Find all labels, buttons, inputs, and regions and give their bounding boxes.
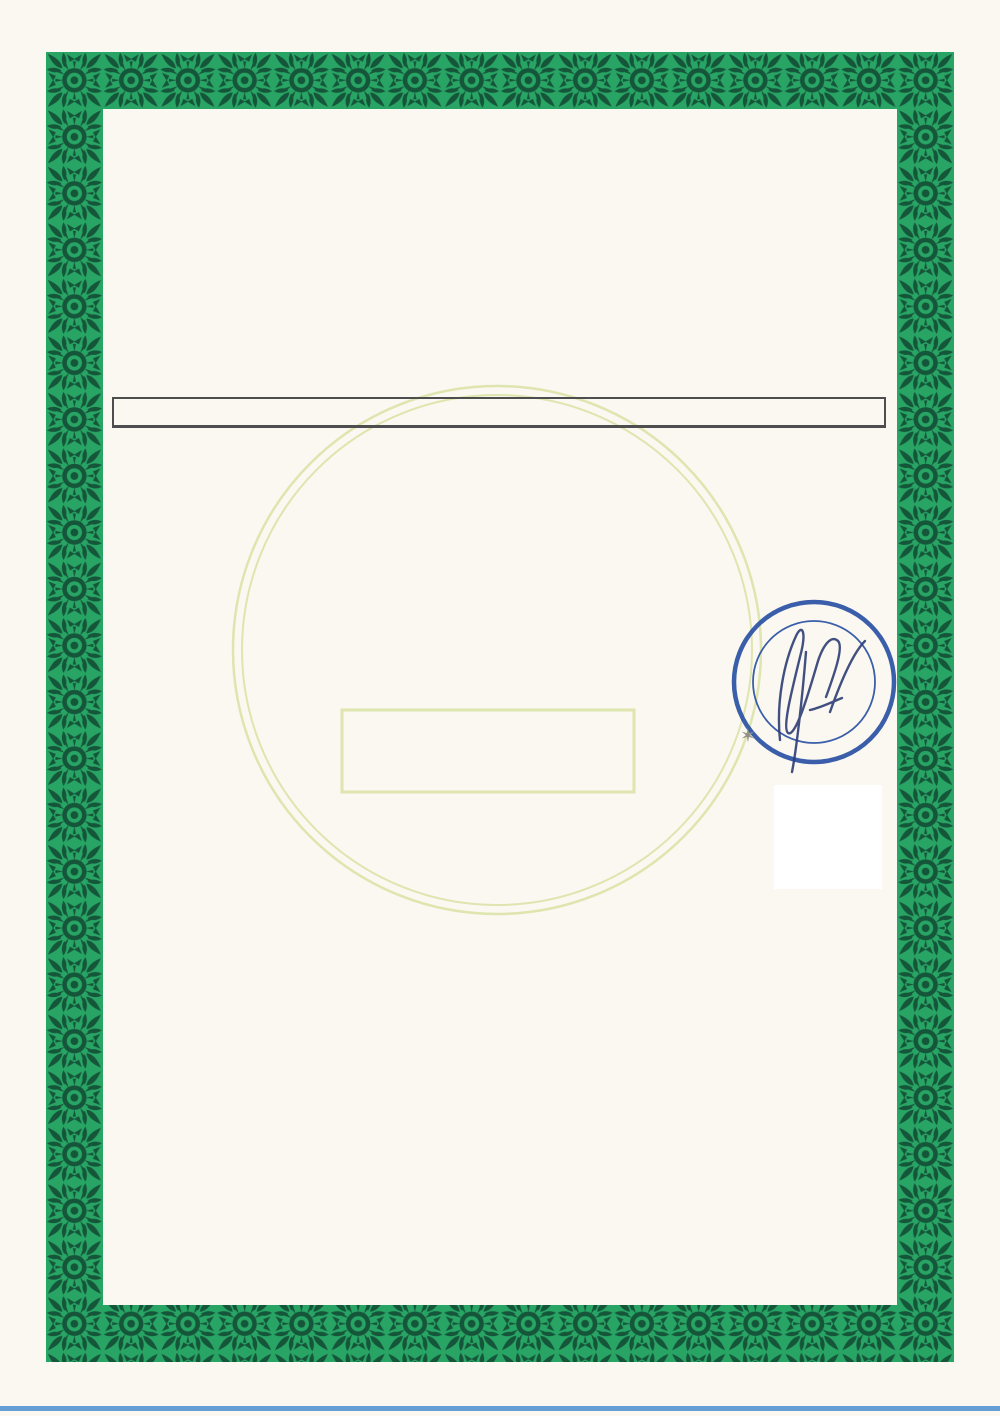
halal-logo-left (120, 150, 244, 288)
qr-code (773, 785, 883, 889)
halal-logo-right (753, 150, 877, 288)
product-table (112, 397, 886, 428)
certification-stamp (722, 590, 914, 790)
appendix-statement-block (100, 944, 910, 949)
table-header-products-name (114, 399, 884, 426)
scan-artifact-line (0, 1406, 1000, 1411)
gray-star-icon: ✶ (740, 726, 756, 747)
